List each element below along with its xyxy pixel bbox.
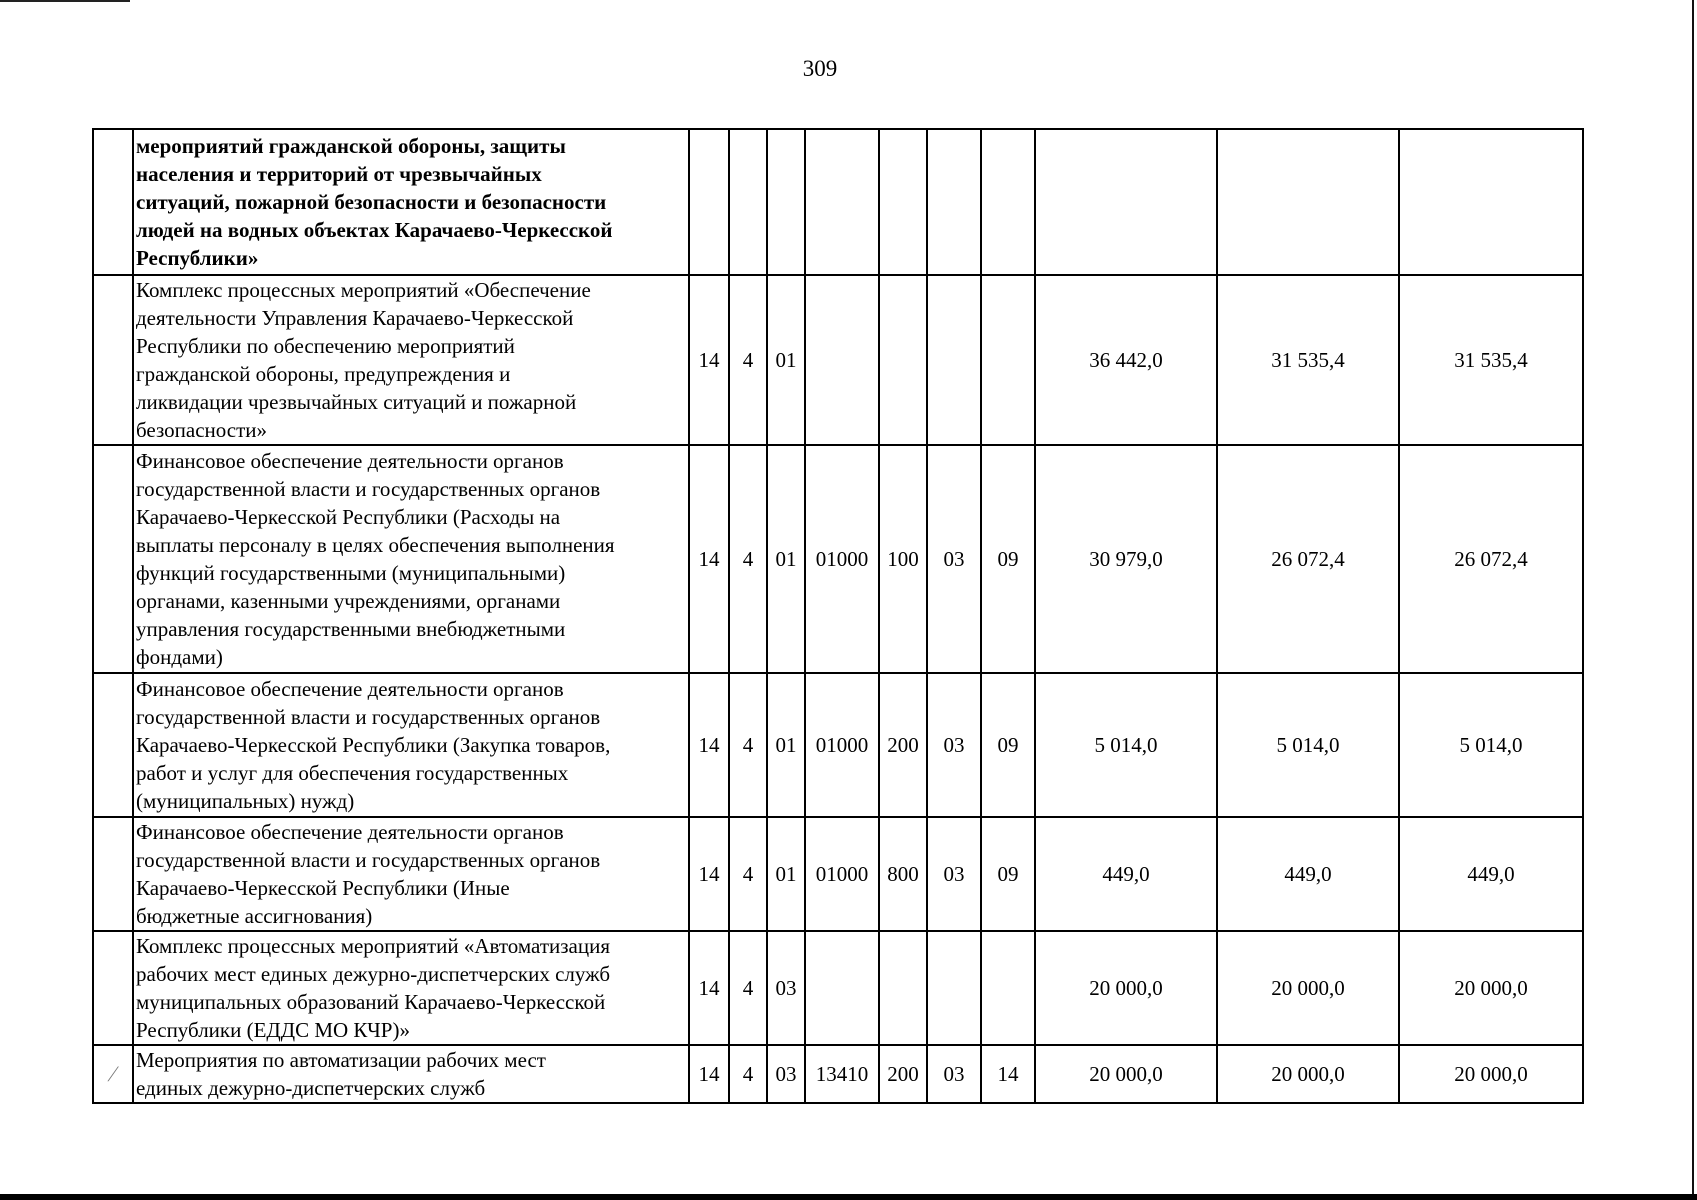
table-row <box>93 445 1583 673</box>
description-cell-text: Финансовое обеспечение деятельности органов государственной власти и государственных органов Карачаево-Черкесской Республики (Иные бюджетные ассигнования) <box>136 820 601 928</box>
row-mark-cell <box>93 129 133 275</box>
value-cell-3: 5 014,0 <box>1399 673 1583 817</box>
value-cell-2 <box>1217 129 1399 275</box>
code-cell-6 <box>927 275 981 445</box>
code-cell-3 <box>767 129 805 275</box>
description-cell-text: Мероприятия по автоматизации рабочих мест единых дежурно-диспетчерских служб <box>136 1048 546 1100</box>
description-cell <box>133 673 689 817</box>
value-cell-1: 20 000,0 <box>1035 1045 1217 1103</box>
description-cell-text: Финансовое обеспечение деятельности органов государственной власти и государственных органов Карачаево-Черкесской Республики (Расходы на выплаты персоналу в целях обеспечения выполнения функций государственными (муниципальными) органами, казенными учреждениями, органами управления государственными внебюджетными фондами) <box>136 449 615 669</box>
code-cell-6: 03 <box>927 445 981 673</box>
description-cell-text: Комплекс процессных мероприятий «Обеспечение деятельности Управления Карачаево-Черкесской Республики по обеспечению мероприятий гражданской обороны, предупреждения и ликвидации чрезвычайных ситуаций и пожарной безопасности» <box>136 278 591 442</box>
row-mark-cell <box>93 931 133 1045</box>
code-cell-3: 01 <box>767 817 805 931</box>
table-row <box>93 275 1583 445</box>
value-cell-1: 20 000,0 <box>1035 931 1217 1045</box>
code-cell-7 <box>981 275 1035 445</box>
code-cell-4: 13410 <box>805 1045 879 1103</box>
code-cell-2: 4 <box>729 1045 767 1103</box>
code-cell-7: 09 <box>981 817 1035 931</box>
code-cell-2 <box>729 129 767 275</box>
code-cell-4: 01000 <box>805 673 879 817</box>
code-cell-1: 14 <box>689 673 729 817</box>
code-cell-6: 03 <box>927 673 981 817</box>
value-cell-3: 20 000,0 <box>1399 931 1583 1045</box>
value-cell-3: 26 072,4 <box>1399 445 1583 673</box>
code-cell-1: 14 <box>689 445 729 673</box>
row-mark-cell <box>93 275 133 445</box>
description-cell <box>133 445 689 673</box>
row-mark-cell <box>93 817 133 931</box>
value-cell-1 <box>1035 129 1217 275</box>
value-cell-3 <box>1399 129 1583 275</box>
table-row <box>93 673 1583 817</box>
code-cell-4: 01000 <box>805 445 879 673</box>
value-cell-2: 5 014,0 <box>1217 673 1399 817</box>
code-cell-7: 09 <box>981 445 1035 673</box>
code-cell-4 <box>805 931 879 1045</box>
code-cell-1: 14 <box>689 1045 729 1103</box>
code-cell-4: 01000 <box>805 817 879 931</box>
code-cell-3: 03 <box>767 1045 805 1103</box>
page-number: 309 <box>802 56 838 81</box>
code-cell-7 <box>981 931 1035 1045</box>
table-row <box>93 129 1583 275</box>
description-cell <box>133 129 689 275</box>
code-cell-4 <box>805 129 879 275</box>
value-cell-2: 20 000,0 <box>1217 1045 1399 1103</box>
code-cell-7 <box>981 129 1035 275</box>
code-cell-5: 200 <box>879 673 927 817</box>
code-cell-1: 14 <box>689 275 729 445</box>
code-cell-5 <box>879 931 927 1045</box>
scan-edge-bottom <box>0 1194 1697 1200</box>
description-cell-text: мероприятий гражданской обороны, защиты населения и территорий от чрезвычайных ситуаций, пожарной безопасности и безопасности людей на водных объектах Карачаево-Черкесской Республики» <box>136 134 613 270</box>
value-cell-3: 449,0 <box>1399 817 1583 931</box>
budget-table <box>92 128 1584 1104</box>
code-cell-5: 100 <box>879 445 927 673</box>
code-cell-5: 200 <box>879 1045 927 1103</box>
code-cell-5 <box>879 129 927 275</box>
value-cell-3: 31 535,4 <box>1399 275 1583 445</box>
code-cell-7: 09 <box>981 673 1035 817</box>
handwritten-mark: / <box>105 1061 121 1086</box>
value-cell-1: 36 442,0 <box>1035 275 1217 445</box>
table-row <box>93 931 1583 1045</box>
code-cell-6: 03 <box>927 1045 981 1103</box>
code-cell-2: 4 <box>729 817 767 931</box>
row-mark-cell <box>93 445 133 673</box>
code-cell-5: 800 <box>879 817 927 931</box>
code-cell-3: 01 <box>767 445 805 673</box>
row-mark-cell <box>93 673 133 817</box>
description-cell-text: Комплекс процессных мероприятий «Автоматизация рабочих мест единых дежурно-диспетчерских служб муниципальных образований Карачаево-Черкесской Республики (ЕДДС МО КЧР)» <box>136 934 611 1042</box>
code-cell-1: 14 <box>689 931 729 1045</box>
description-cell-text: Финансовое обеспечение деятельности органов государственной власти и государственных органов Карачаево-Черкесской Республики (Закупка товаров, работ и услуг для обеспечения государственных (муниципальных) нужд) <box>136 677 611 813</box>
value-cell-2: 26 072,4 <box>1217 445 1399 673</box>
description-cell <box>133 817 689 931</box>
code-cell-3: 03 <box>767 931 805 1045</box>
value-cell-1: 5 014,0 <box>1035 673 1217 817</box>
code-cell-2: 4 <box>729 931 767 1045</box>
scan-edge-right <box>1692 0 1694 1200</box>
code-cell-1: 14 <box>689 817 729 931</box>
code-cell-4 <box>805 275 879 445</box>
code-cell-6 <box>927 931 981 1045</box>
description-cell <box>133 1045 689 1103</box>
code-cell-2: 4 <box>729 275 767 445</box>
description-cell <box>133 931 689 1045</box>
description-cell <box>133 275 689 445</box>
code-cell-1 <box>689 129 729 275</box>
code-cell-7: 14 <box>981 1045 1035 1103</box>
value-cell-1: 449,0 <box>1035 817 1217 931</box>
code-cell-3: 01 <box>767 673 805 817</box>
value-cell-2: 449,0 <box>1217 817 1399 931</box>
code-cell-6 <box>927 129 981 275</box>
code-cell-2: 4 <box>729 445 767 673</box>
value-cell-2: 20 000,0 <box>1217 931 1399 1045</box>
code-cell-3: 01 <box>767 275 805 445</box>
code-cell-5 <box>879 275 927 445</box>
code-cell-6: 03 <box>927 817 981 931</box>
scan-edge-top <box>0 0 130 2</box>
table-row <box>93 1045 1583 1103</box>
value-cell-1: 30 979,0 <box>1035 445 1217 673</box>
value-cell-3: 20 000,0 <box>1399 1045 1583 1103</box>
value-cell-2: 31 535,4 <box>1217 275 1399 445</box>
code-cell-2: 4 <box>729 673 767 817</box>
row-mark-cell <box>93 1045 133 1103</box>
table-row <box>93 817 1583 931</box>
